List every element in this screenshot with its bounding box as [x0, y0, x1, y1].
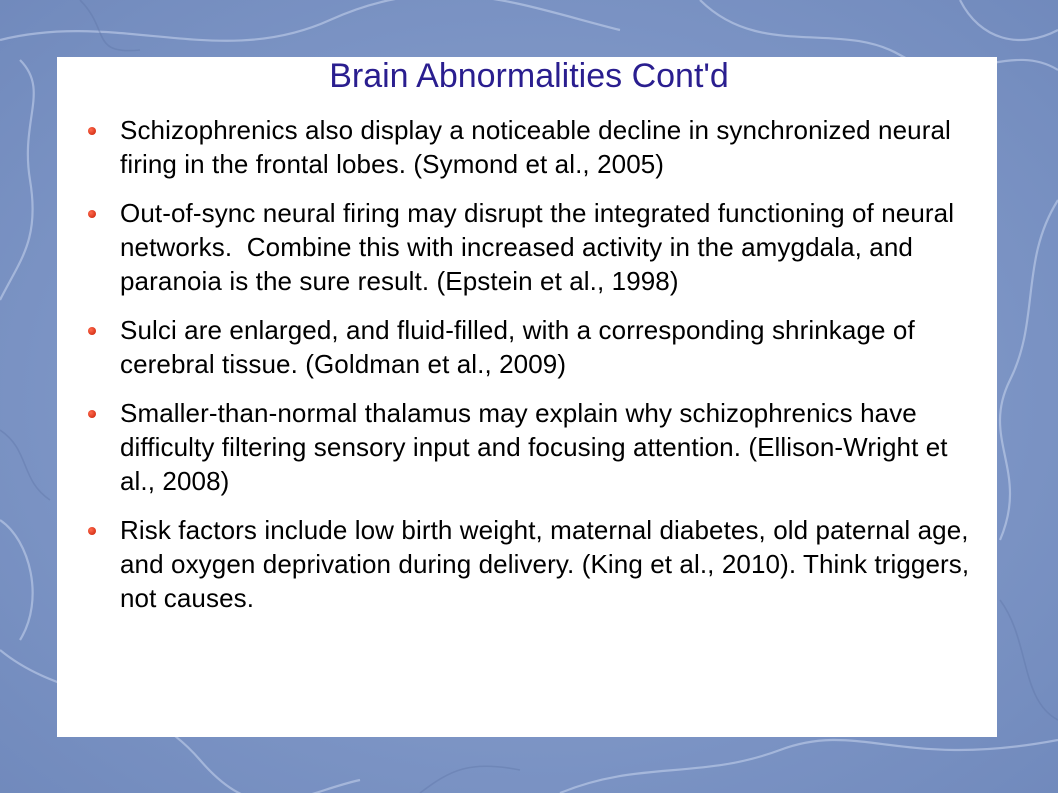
bullet-item — [86, 313, 976, 381]
slide-title: Brain Abnormalities Cont'd — [329, 57, 729, 95]
bullet-item — [86, 113, 976, 181]
bullet-text: Smaller-than-normal thalamus may explain why schizophrenics have difficulty filtering sensory input and focusing attention. (Ellison-Wright et al., 2008) — [120, 398, 948, 496]
bullet-dot-icon — [88, 327, 96, 335]
bullet-dot-icon — [88, 527, 96, 535]
bullet-text: Out-of-sync neural firing may disrupt the integrated functioning of neural networks. Combine this with increased activity in the amygdala, and paranoia is the sure result. (Epstein et al., 1998) — [120, 198, 962, 296]
bullet-dot-icon — [88, 210, 96, 218]
bullet-list — [86, 113, 976, 630]
bullet-item — [86, 513, 976, 615]
bullet-text: Sulci are enlarged, and fluid-filled, with a corresponding shrinkage of cerebral tissue. (Goldman et al., 2009) — [120, 315, 915, 379]
bullet-item — [86, 396, 976, 498]
bullet-item — [86, 196, 976, 298]
bullet-text: Risk factors include low birth weight, maternal diabetes, old paternal age, and oxygen deprivation during delivery. (King et al., 2010). Think triggers, not causes. — [120, 515, 970, 613]
bullet-dot-icon — [88, 410, 96, 418]
bullet-dot-icon — [88, 127, 96, 135]
bullet-text: Schizophrenics also display a noticeable decline in synchronized neural firing in the frontal lobes. (Symond et al., 2005) — [120, 115, 951, 179]
